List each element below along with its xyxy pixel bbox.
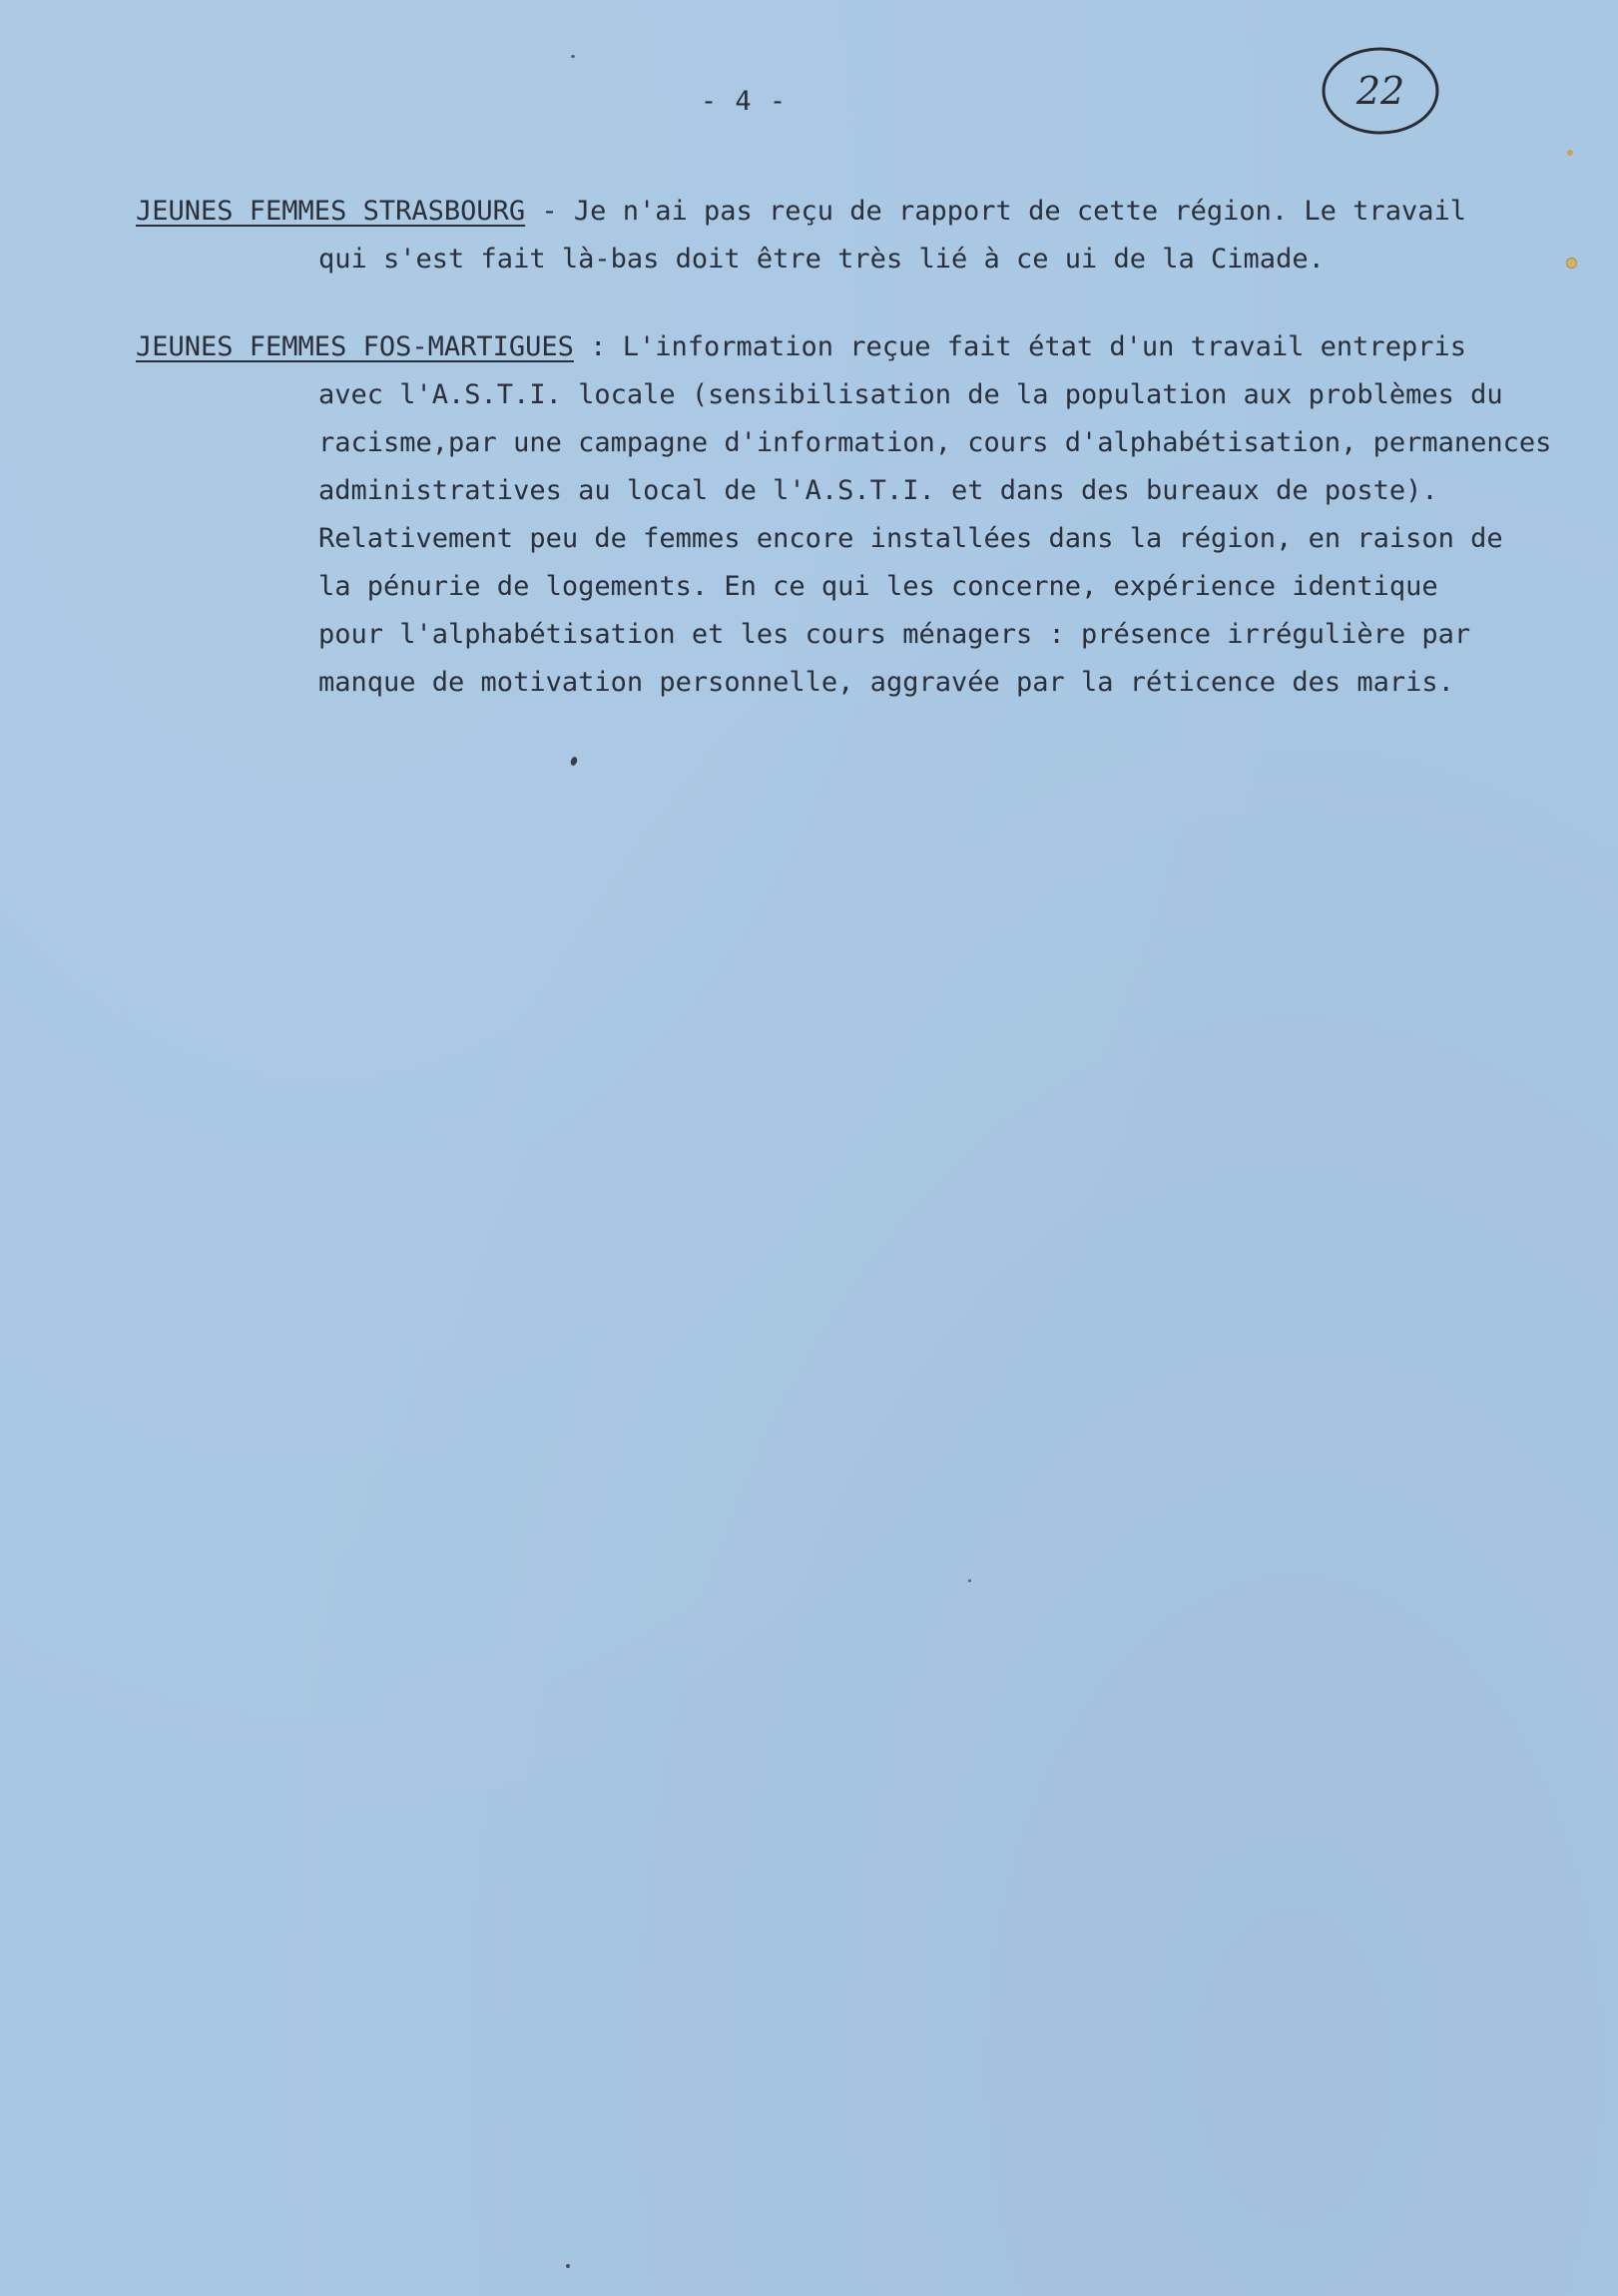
report-entry-strasbourg	[136, 188, 1583, 284]
entry-text: L'information reçue fait état d'un travail entrepris	[622, 331, 1466, 362]
entry-first-line	[136, 323, 1583, 371]
entry-line: Relativement peu de femmes encore installées dans la région, en raison de	[318, 523, 1503, 554]
paper-speck	[1566, 258, 1577, 269]
entry-line: manque de motivation personnelle, aggravée par la réticence des maris.	[318, 667, 1454, 698]
entry-continuation	[318, 371, 1586, 707]
ink-mark	[570, 756, 579, 767]
paper-speck	[571, 55, 575, 58]
entry-separator: :	[573, 331, 623, 362]
entry-heading: JEUNES FEMMES STRASBOURG	[136, 196, 526, 227]
entry-text: Je n'ai pas reçu de rapport de cette région. Le travail	[573, 196, 1466, 227]
paper-speck	[1567, 150, 1573, 156]
entry-line: racisme,par une campagne d'information, cours d'alphabétisation, permanences	[318, 427, 1552, 458]
entry-line: administratives au local de l'A.S.T.I. et dans des bureaux de poste).	[318, 475, 1438, 506]
entry-line: pour l'alphabétisation et les cours ménagers : présence irrégulière par	[318, 619, 1471, 650]
entry-continuation	[318, 236, 1586, 284]
entry-line: avec l'A.S.T.I. locale (sensibilisation de la population aux problèmes du	[318, 379, 1503, 410]
page-number: - 4 -	[700, 86, 788, 117]
entry-line: la pénurie de logements. En ce qui les concerne, expérience identique	[318, 571, 1438, 602]
entry-separator: -	[525, 196, 574, 227]
entry-first-line	[136, 188, 1583, 236]
entry-line: qui s'est fait là-bas doit être très lié à ce ui de la Cimade.	[318, 244, 1325, 275]
report-entry-fos-martigues	[136, 323, 1583, 707]
page-stamp	[1320, 44, 1441, 138]
entry-heading: JEUNES FEMMES FOS-MARTIGUES	[136, 331, 574, 362]
stamp-number: 22	[1355, 69, 1405, 113]
paper-speck	[968, 1579, 971, 1582]
paper-speck	[566, 2264, 570, 2268]
